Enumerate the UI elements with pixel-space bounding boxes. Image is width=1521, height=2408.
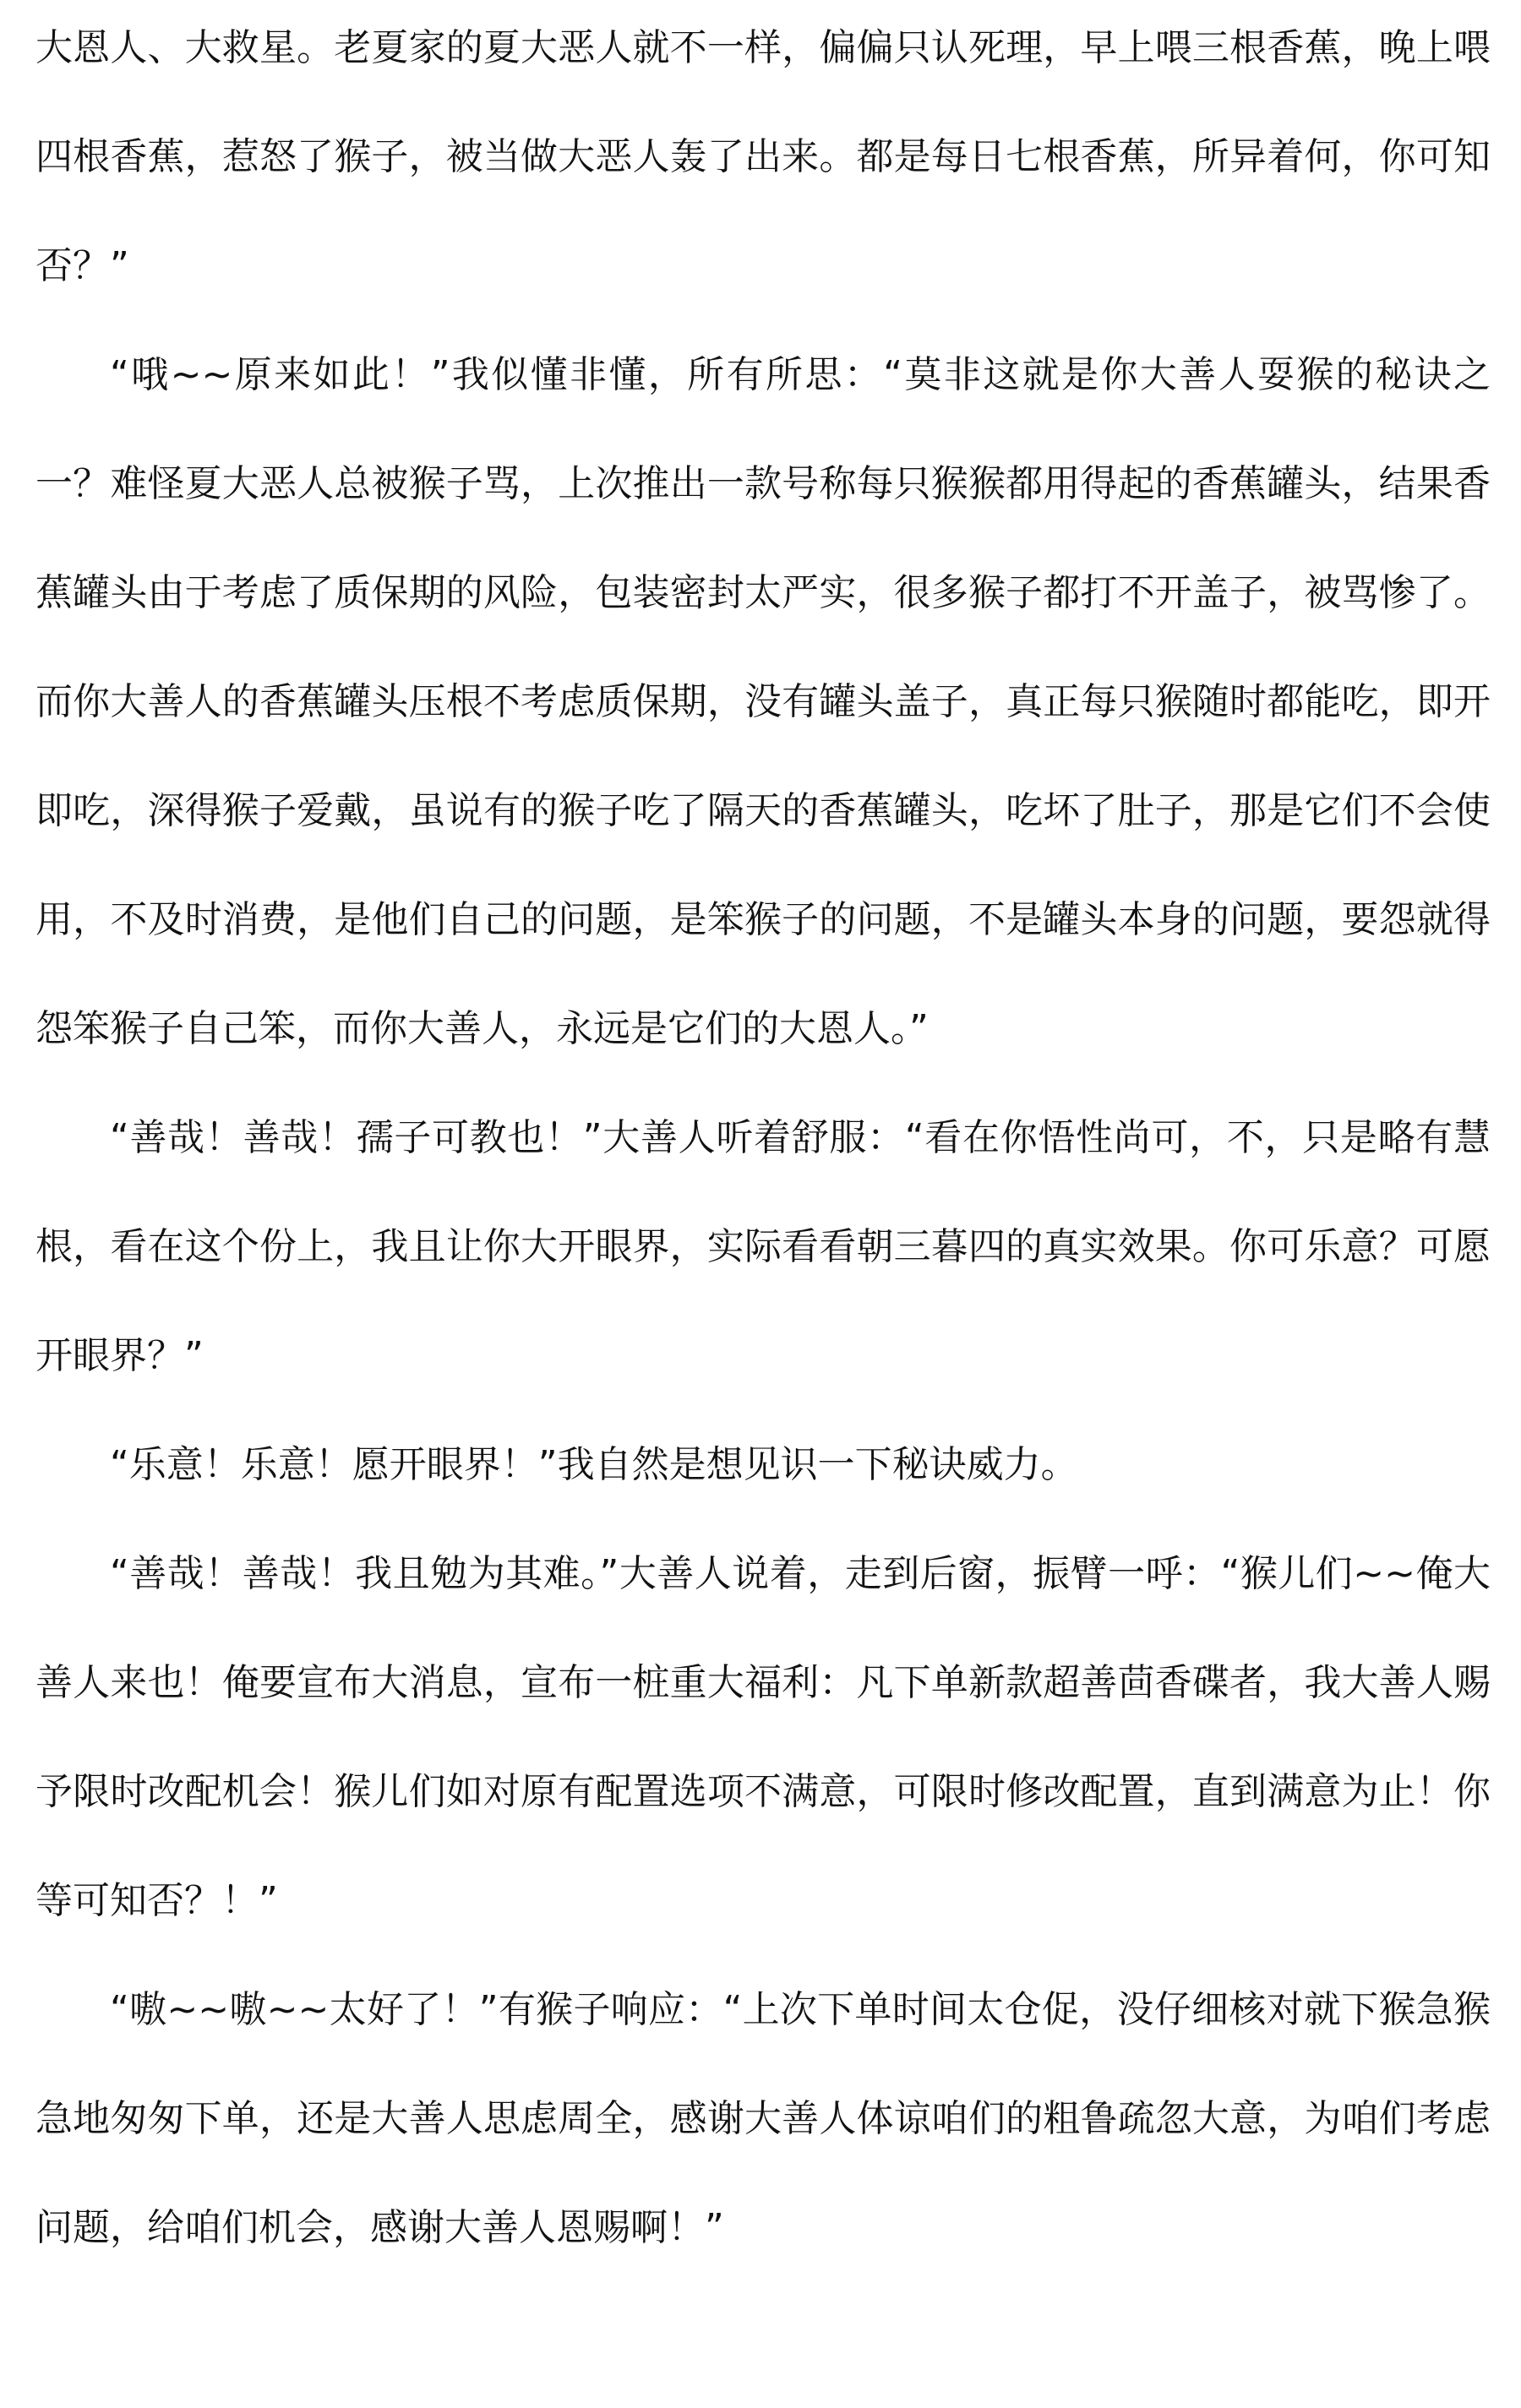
document-body [35,0,1491,2282]
paragraph: “乐意！乐意！愿开眼界！”我自然是想见识一下秘诀威力。 [110,1443,1078,1486]
paragraph: “嗷~~嗷~~太好了！”有猴子响应：“上次下单时间太仓促，没仔细核对就下猴急猴急地匆匆下单，还是大善人思虑周全，感谢大善人体谅咱们的粗鲁疏忽大意，为咱们考虑问题，给咱们机会，感谢大善人恩赐啊！” [35,1988,1491,2249]
paragraph: “善哉！善哉！孺子可教也！”大善人听着舒服：“看在你悟性尚可，不，只是略有慧根，看在这个份上，我且让你大开眼界，实际看看朝三暮四的真实效果。你可乐意？可愿开眼界？” [35,1116,1491,1377]
paragraph: “哦~~原来如此！”我似懂非懂，所有所思：“莫非这就是你大善人耍猴的秘诀之一？难怪夏大恶人总被猴子骂，上次推出一款号称每只猴猴都用得起的香蕉罐头，结果香蕉罐头由于考虑了质保期的风险，包装密封太严实，很多猴子都打不开盖子，被骂惨了。而你大善人的香蕉罐头压根不考虑质保期，没有罐头盖子，真正每只猴随时都能吃，即开即吃，深得猴子爱戴，虽说有的猴子吃了隔天的香蕉罐头，吃坏了肚子，那是它们不会使用，不及时消费，是他们自己的问题，是笨猴子的问题，不是罐头本身的问题，要怨就得怨笨猴子自己笨，而你大善人，永远是它们的大恩人。” [35,353,1491,1050]
paragraph: 大恩人、大救星。老夏家的夏大恶人就不一样，偏偏只认死理，早上喂三根香蕉，晚上喂四根香蕉，惹怒了猴子，被当做大恶人轰了出来。都是每日七根香蕉，所异着何，你可知否？” [35,26,1491,287]
paragraph: “善哉！善哉！我且勉为其难。”大善人说着，走到后窗，振臂一呼：“猴儿们~~俺大善人来也！俺要宣布大消息，宣布一桩重大福利：凡下单新款超善茴香碟者，我大善人赐予限时改配机会！猴儿们如对原有配置选项不满意，可限时修改配置，直到满意为止！你等可知否？！” [35,1552,1491,1922]
